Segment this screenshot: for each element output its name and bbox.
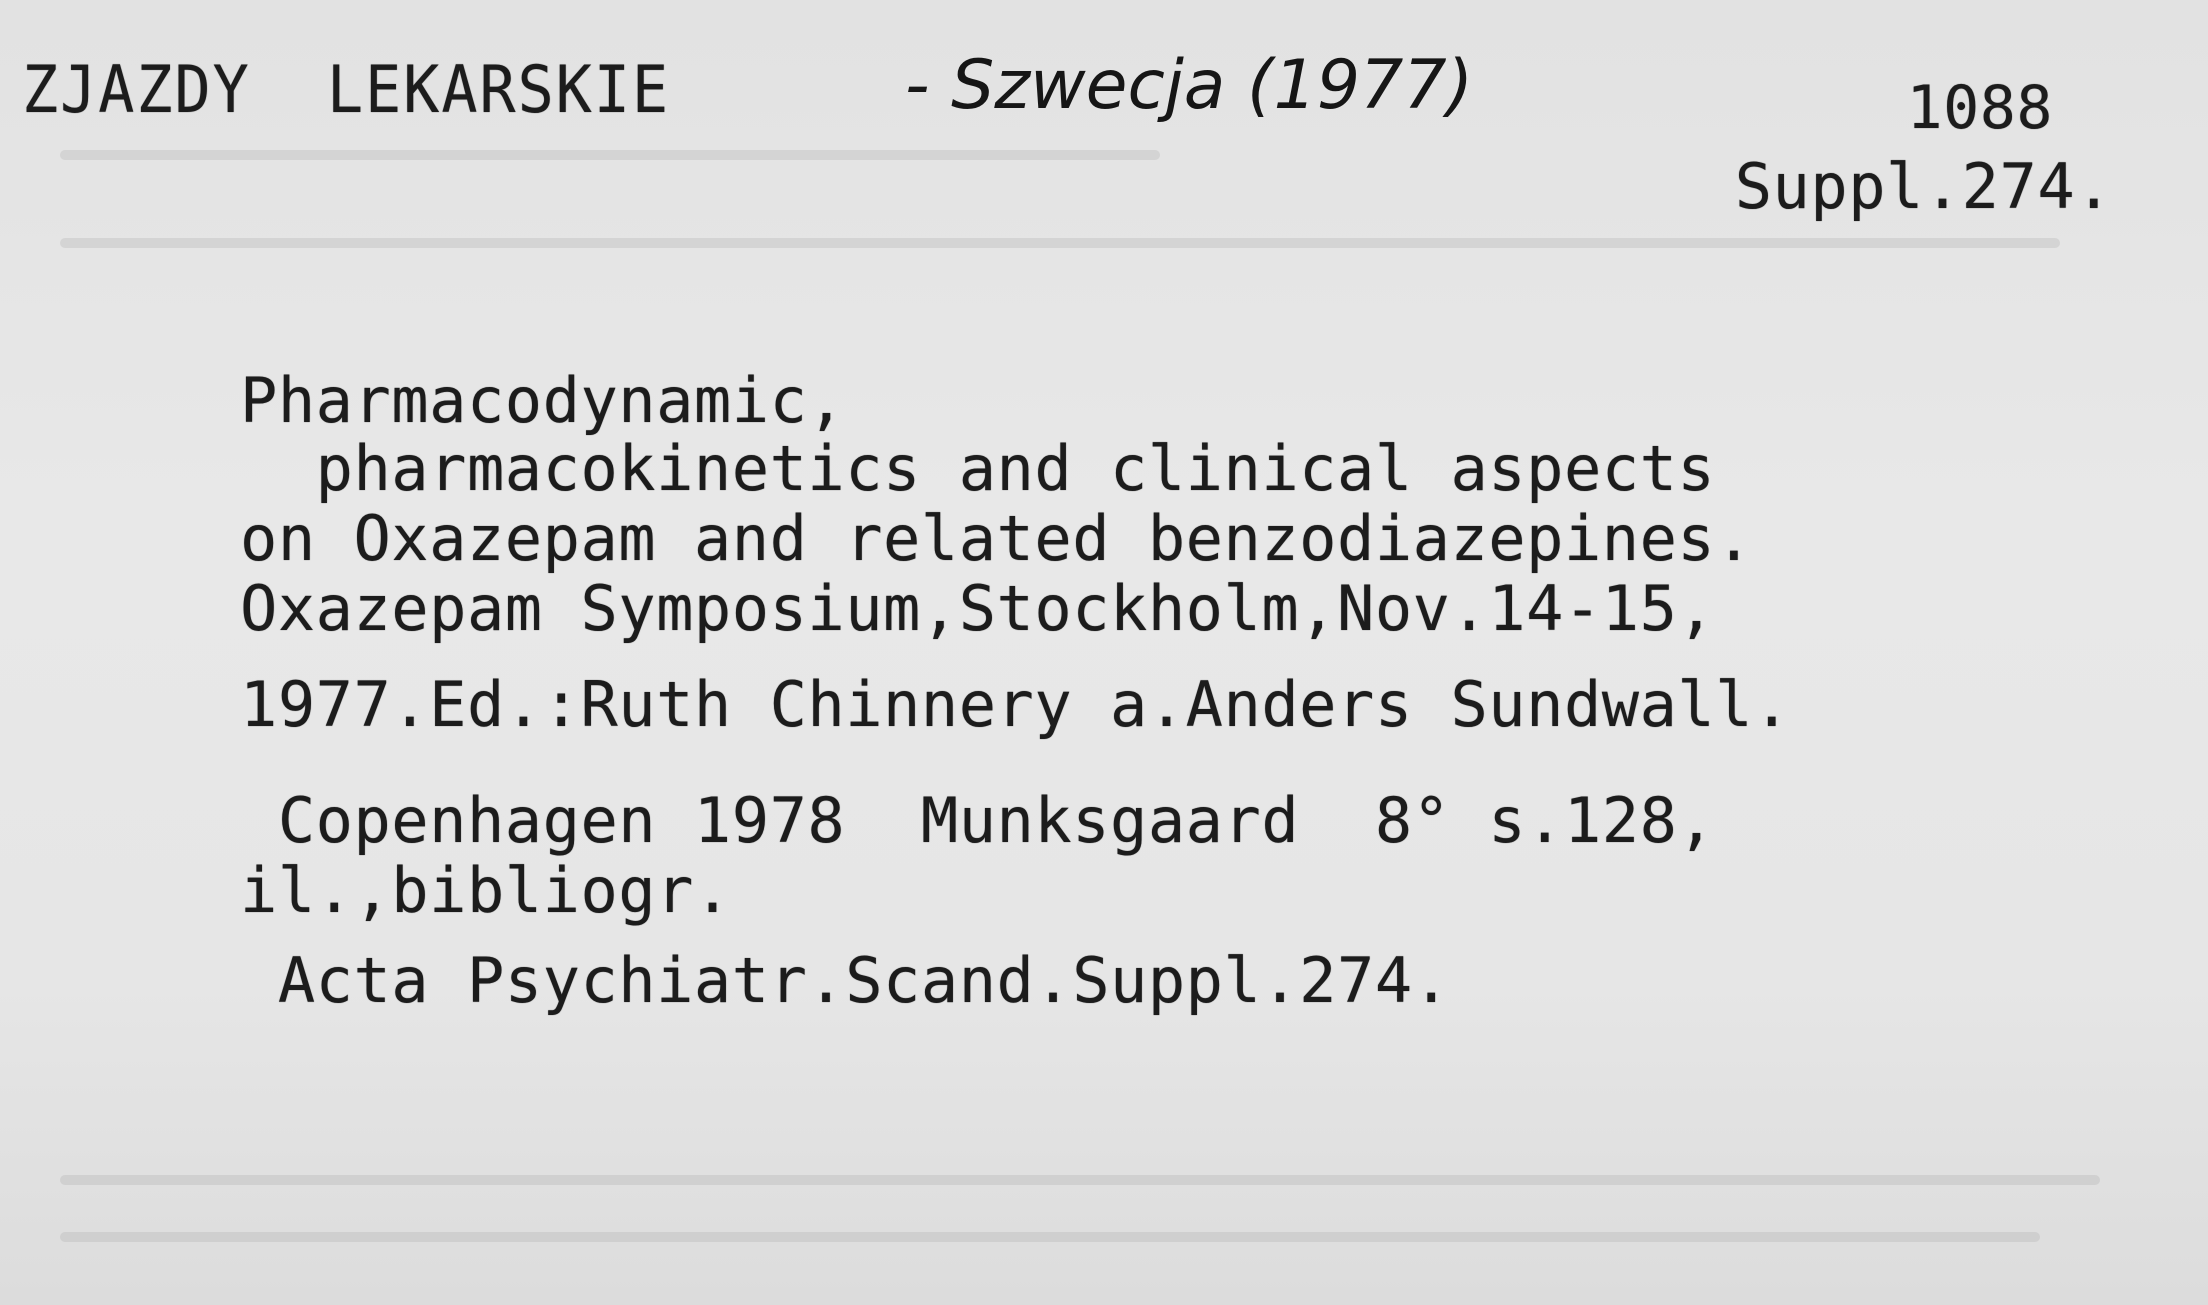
handwritten-note: - Szwecja (1977) — [905, 46, 1474, 125]
title-line-3: on Oxazepam and related benzodiazepines. — [240, 502, 1754, 575]
title-line-1: Pharmacodynamic, — [240, 364, 846, 437]
physical-description-line: il.,bibliogr. — [240, 854, 732, 927]
imprint-line: Copenhagen 1978 Munksgaard 8° s.128, — [240, 784, 1716, 857]
series-line: Acta Psychiatr.Scand.Suppl.274. — [240, 944, 1451, 1017]
conference-line: Oxazepam Symposium,Stockholm,Nov.14-15, — [240, 572, 1716, 645]
title-line-2: pharmacokinetics and clinical aspects — [240, 432, 1716, 505]
card-heading: ZJAZDY LEKARSKIE — [22, 52, 671, 129]
faded-text-line — [60, 238, 2060, 248]
supplement-number: Suppl.274. — [1734, 150, 2113, 223]
faded-text-line — [60, 150, 1160, 160]
faded-text-line — [60, 1232, 2040, 1242]
call-number: 1088 — [1906, 73, 2053, 143]
faded-text-line — [60, 1175, 2100, 1185]
editors-line: 1977.Ed.:Ruth Chinnery a.Anders Sundwall. — [240, 668, 1791, 741]
